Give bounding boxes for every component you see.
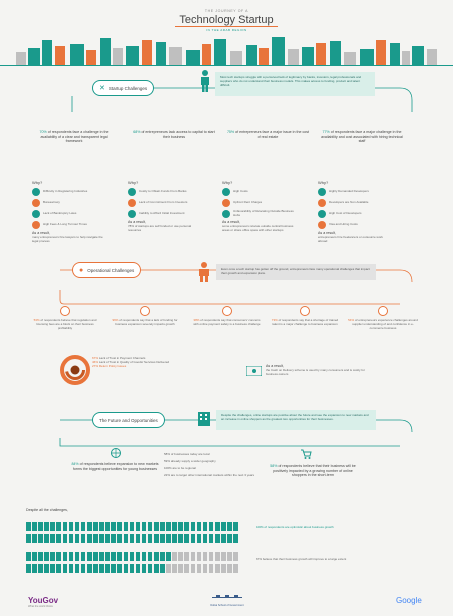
person-icon xyxy=(136,534,141,543)
person-icon xyxy=(154,522,159,531)
why-item: High Cost of Developers xyxy=(318,210,393,218)
person-icon xyxy=(233,552,238,561)
stat-icon xyxy=(378,306,388,316)
person-icon xyxy=(50,522,55,531)
worried-entrepreneur-icon xyxy=(196,262,212,282)
person-icon xyxy=(191,564,196,573)
person-icon xyxy=(93,522,98,531)
reason-icon xyxy=(32,221,40,229)
why-column xyxy=(222,180,297,232)
person-icon xyxy=(44,534,49,543)
person-icon xyxy=(209,522,214,531)
why-item: High Fees & Long Turnout Times xyxy=(32,221,107,229)
person-icon xyxy=(160,522,165,531)
person-icon xyxy=(203,564,208,573)
person-icon xyxy=(75,522,80,531)
person-icon xyxy=(197,534,202,543)
person-icon xyxy=(209,552,214,561)
person-icon xyxy=(32,564,37,573)
dsg-logo-text: Dubai School of Government xyxy=(210,604,244,607)
why-item: Costly to Obtain Funds From Banks xyxy=(128,188,203,196)
person-icon xyxy=(221,552,226,561)
people-row-optimistic xyxy=(26,522,238,531)
person-icon xyxy=(160,534,165,543)
person-icon xyxy=(166,534,171,543)
person-icon xyxy=(130,534,135,543)
why-item: Unfavorability of Relocating Outside Business Hubs xyxy=(222,210,297,218)
person-icon xyxy=(117,522,122,531)
future-title: The Future and Opportunities xyxy=(99,417,158,423)
person-icon xyxy=(44,552,49,561)
reason-icon xyxy=(318,221,326,229)
reason-icon xyxy=(318,188,326,196)
person-icon xyxy=(178,534,183,543)
person-icon xyxy=(154,534,159,543)
person-icon xyxy=(142,552,147,561)
person-icon xyxy=(44,522,49,531)
reason-icon xyxy=(128,188,136,196)
person-icon xyxy=(111,522,116,531)
person-icon xyxy=(166,552,171,561)
person-icon xyxy=(56,564,61,573)
person-icon xyxy=(117,534,122,543)
market-item: 58% of businesses today are local xyxy=(164,452,210,456)
why-result: As a result, entrepreneurs hire freelancers or outsource work abroad xyxy=(318,231,383,243)
person-icon xyxy=(87,552,92,561)
person-icon xyxy=(69,552,74,561)
tools-icon: ✕ xyxy=(99,85,105,92)
page-title-text: Technology Startup xyxy=(175,14,277,27)
why-item: Lack of Bankruptcy Laws xyxy=(32,210,107,218)
why-item: Difficulty in Registering Industries xyxy=(32,188,107,196)
despite-line-2: 67% believe that their business growth will improve to a large extent xyxy=(256,557,347,561)
person-icon xyxy=(99,564,104,573)
market-item: 22% are to target other international markets within the next 3 years xyxy=(164,473,255,477)
person-icon xyxy=(178,552,183,561)
person-icon xyxy=(227,564,232,573)
person-icon xyxy=(105,522,110,531)
stat-icon xyxy=(140,306,150,316)
stat-icon xyxy=(60,306,70,316)
startup-stat: 70% of respondents face a challenge in the availability of a clear and transparent legal framework xyxy=(39,130,109,144)
people-row-optimistic-2 xyxy=(26,534,238,543)
people-row-growth-2 xyxy=(26,564,238,573)
reason-icon xyxy=(128,210,136,218)
despite-heading: Despite all the challenges, xyxy=(26,508,68,512)
person-icon xyxy=(26,552,31,561)
person-icon xyxy=(63,534,68,543)
person-icon xyxy=(99,522,104,531)
future-intro: Despite the challenges, online startups are positive about the future and see the expansion to new markets and an increase in online shoppers as the greatest two opportunities for their businesses. xyxy=(216,410,376,430)
why-result: As a result, 78% of startups are self funded or use personal resources xyxy=(128,220,192,232)
person-icon xyxy=(215,552,220,561)
why-item: Developers are Non Available xyxy=(318,199,393,207)
person-icon xyxy=(142,522,147,531)
person-icon xyxy=(209,564,214,573)
person-icon xyxy=(197,552,202,561)
person-icon xyxy=(160,552,165,561)
person-icon xyxy=(56,552,61,561)
person-icon xyxy=(172,564,177,573)
trust-item-1: 67% Lack of Trust in Payment Channels xyxy=(92,356,146,360)
person-icon xyxy=(148,552,153,561)
person-icon xyxy=(38,564,43,573)
cart-icon xyxy=(300,448,312,460)
person-icon xyxy=(154,564,159,573)
person-icon xyxy=(111,534,116,543)
person-icon xyxy=(148,534,153,543)
startup-intro: Most tech startups struggle with a perceived lack of legitimacy by banks, investors, legal professionals and suppliers who do not understand their business models. This makes access to funding, product and talent difficult. xyxy=(215,72,375,96)
trust-item-3: 27% Return Policy Issues xyxy=(92,364,127,368)
person-icon xyxy=(81,564,86,573)
person-icon xyxy=(38,552,43,561)
person-icon xyxy=(63,552,68,561)
person-icon xyxy=(87,522,92,531)
reason-icon xyxy=(32,210,40,218)
startup-stat: 75% of entrepreneurs face a major issue in the cost of real estate xyxy=(226,130,310,139)
person-icon xyxy=(215,564,220,573)
person-icon xyxy=(136,522,141,531)
trust-item-2: 46% Lack of Trust in Quality of Goods/ Services Delivered xyxy=(92,360,170,364)
person-icon xyxy=(160,564,165,573)
person-icon xyxy=(178,564,183,573)
person-icon xyxy=(227,552,232,561)
person-icon xyxy=(93,552,98,561)
person-icon xyxy=(130,564,135,573)
yougov-logo: YouGov xyxy=(28,596,59,605)
person-icon xyxy=(172,534,177,543)
person-icon xyxy=(75,552,80,561)
why-result: As a result, many entrepreneurs hire lawyers to help navigate the legal process xyxy=(32,231,103,243)
people-row-growth xyxy=(26,552,238,561)
reason-icon xyxy=(222,210,230,218)
person-icon xyxy=(117,552,122,561)
person-icon xyxy=(93,564,98,573)
person-icon xyxy=(81,552,86,561)
person-icon xyxy=(227,522,232,531)
why-item: Visa and Hiring Costs xyxy=(318,221,393,229)
person-icon xyxy=(38,522,43,531)
person-icon xyxy=(130,552,135,561)
why-item: Highly Demanded Developers xyxy=(318,188,393,196)
person-icon xyxy=(105,534,110,543)
person-icon xyxy=(203,534,208,543)
cod-label: As a result, xyxy=(266,364,284,368)
person-icon xyxy=(32,552,37,561)
why-column xyxy=(32,180,107,243)
person-icon xyxy=(50,534,55,543)
person-icon xyxy=(166,564,171,573)
google-logo: Google xyxy=(396,596,422,605)
person-icon xyxy=(221,564,226,573)
person-icon xyxy=(99,552,104,561)
future-heading xyxy=(92,412,165,428)
person-icon xyxy=(221,534,226,543)
market-item: 100% are to be regional xyxy=(164,466,196,470)
person-icon xyxy=(87,564,92,573)
person-icon xyxy=(87,534,92,543)
person-icon xyxy=(111,564,116,573)
person-icon xyxy=(38,534,43,543)
person-icon xyxy=(233,564,238,573)
person-icon xyxy=(184,564,189,573)
person-icon xyxy=(63,564,68,573)
person-icon xyxy=(227,534,232,543)
why-result: As a result, some entrepreneurs relocate outside central business areas or share office space with other startups xyxy=(222,220,294,232)
startup-challenges-title: Startup Challenges xyxy=(108,85,148,91)
yougov-tagline: What the world thinks xyxy=(28,605,53,608)
person-icon xyxy=(124,552,129,561)
stat-icon xyxy=(300,306,310,316)
person-icon xyxy=(130,522,135,531)
person-icon xyxy=(81,534,86,543)
person-icon xyxy=(99,534,104,543)
person-icon xyxy=(191,534,196,543)
person-icon xyxy=(117,564,122,573)
person-icon xyxy=(172,552,177,561)
person-icon xyxy=(184,552,189,561)
person-icon xyxy=(184,522,189,531)
person-icon xyxy=(191,552,196,561)
future-right-stat: 58% of respondents believe that their business will be positively impacted by a growing number of online shoppers in the short-term xyxy=(270,464,356,478)
person-icon xyxy=(142,564,147,573)
person-icon xyxy=(26,534,31,543)
dsg-logo-mark xyxy=(212,595,242,603)
person-icon xyxy=(93,534,98,543)
header-subtitle: IN THE ARAB REGION xyxy=(206,28,247,32)
building-icon xyxy=(196,410,212,426)
person-icon xyxy=(63,522,68,531)
person-icon xyxy=(69,522,74,531)
why-item: Upfront Rent Charges xyxy=(222,199,297,207)
why-item: Lack of Commitment From Investors xyxy=(128,199,203,207)
why-item: Bureaucracy xyxy=(32,199,107,207)
trust-donut-chart xyxy=(60,355,90,385)
person-icon xyxy=(26,564,31,573)
reason-icon xyxy=(318,210,326,218)
header-super: THE JOURNEY OF A xyxy=(204,9,249,13)
operational-stat: 73% of respondents say that a shortage of trained talent is a major challenge to business expansion xyxy=(270,306,340,327)
operational-intro: Even once a tech startup has gotten off the ground, entrepreneurs face many operational challenges that impact their growth and expansion plans. xyxy=(216,264,376,280)
cod-text: the Cash on Delivery scheme is used by many consumers and is costly for business owners xyxy=(266,368,365,376)
person-icon xyxy=(105,564,110,573)
reason-icon xyxy=(318,199,326,207)
why-label: Why? xyxy=(222,180,233,185)
person-icon xyxy=(154,552,159,561)
person-icon xyxy=(56,534,61,543)
why-label: Why? xyxy=(318,180,329,185)
trust-list xyxy=(92,356,202,368)
startup-stat: 68% of entrepreneurs lack access to capital to start their business xyxy=(133,130,215,139)
despite-line-1: 100% of respondents are optimistic about business growth xyxy=(256,525,334,529)
market-item: 59% already supply a wider geography xyxy=(164,459,216,463)
startup-stat: 77% of respondents face a major challenge in the availability and cost associated with hiring technical staff xyxy=(321,130,403,144)
reason-icon xyxy=(222,188,230,196)
person-icon xyxy=(69,564,74,573)
person-icon xyxy=(111,552,116,561)
person-icon xyxy=(81,522,86,531)
reason-icon xyxy=(128,199,136,207)
person-icon xyxy=(50,552,55,561)
person-icon xyxy=(148,522,153,531)
person-icon xyxy=(75,534,80,543)
person-icon xyxy=(197,522,202,531)
person-icon xyxy=(124,534,129,543)
person-icon xyxy=(215,534,220,543)
person-icon xyxy=(172,522,177,531)
startup-challenges-heading xyxy=(92,80,154,96)
why-column xyxy=(128,180,203,232)
operational-stat: 54% of entrepreneurs experience challenges around supplier understanding of and confidence in e-commerce business xyxy=(348,306,418,330)
reason-icon xyxy=(222,199,230,207)
why-label: Why? xyxy=(32,180,43,185)
operational-challenges-heading xyxy=(72,262,141,278)
reason-icon xyxy=(32,199,40,207)
person-icon xyxy=(209,534,214,543)
person-icon xyxy=(69,534,74,543)
people-icon: ● xyxy=(79,266,84,274)
future-left-stat: 84% of respondents believe expansion to new markets forms the biggest opportunities for young businesses xyxy=(71,462,159,471)
person-icon xyxy=(233,522,238,531)
cash-icon xyxy=(246,366,262,376)
person-icon xyxy=(136,552,141,561)
person-icon xyxy=(178,522,183,531)
person-icon xyxy=(32,534,37,543)
person-icon xyxy=(197,564,202,573)
person-icon xyxy=(50,564,55,573)
globe-icon xyxy=(110,448,122,458)
person-icon xyxy=(136,564,141,573)
why-column xyxy=(318,180,393,243)
person-icon xyxy=(142,534,147,543)
markets-list xyxy=(164,452,264,480)
cod-note xyxy=(266,364,376,376)
person-icon xyxy=(191,522,196,531)
person-icon xyxy=(221,522,226,531)
person-icon xyxy=(166,522,171,531)
person-icon xyxy=(148,564,153,573)
operational-stat: 53% of respondents believe that regulation and licensing fees are a block on their business profitability xyxy=(30,306,100,330)
person-icon xyxy=(184,534,189,543)
entrepreneur-icon xyxy=(199,70,211,92)
person-icon xyxy=(26,522,31,531)
person-icon xyxy=(203,522,208,531)
operational-stat: 96% of respondents say that a lack of funding for business expansion severely impacts growth xyxy=(110,306,180,327)
person-icon xyxy=(124,564,129,573)
operational-stat: 38% of respondents say that consumers' concerns with online payment safety is a business challenge xyxy=(192,306,262,327)
footer xyxy=(0,588,453,616)
why-item: High Costs xyxy=(222,188,297,196)
reason-icon xyxy=(32,188,40,196)
person-icon xyxy=(124,522,129,531)
person-icon xyxy=(215,522,220,531)
person-icon xyxy=(105,552,110,561)
why-item: Inability to Afford Initial Investment xyxy=(128,210,203,218)
person-icon xyxy=(32,522,37,531)
why-label: Why? xyxy=(128,180,139,185)
stat-icon xyxy=(222,306,232,316)
person-icon xyxy=(203,552,208,561)
person-icon xyxy=(75,564,80,573)
operational-challenges-title: Operational Challenges xyxy=(87,267,135,273)
person-icon xyxy=(233,534,238,543)
person-icon xyxy=(44,564,49,573)
person-icon xyxy=(56,522,61,531)
